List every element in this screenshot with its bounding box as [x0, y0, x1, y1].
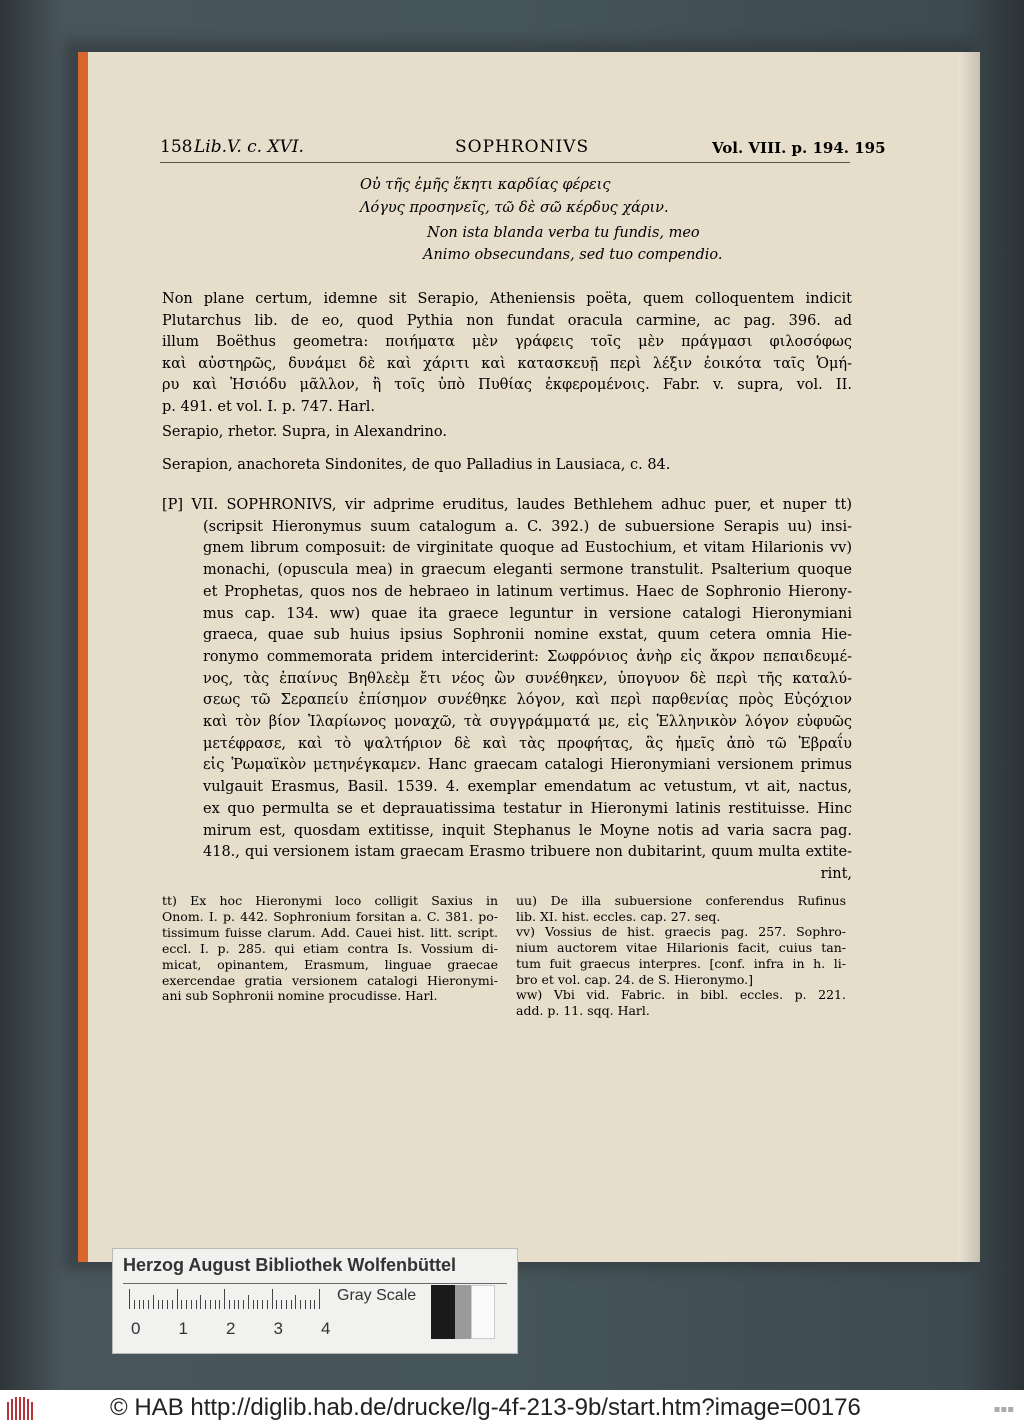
- footnote-line: lib. XI. hist. eccles. cap. 27. seq.: [516, 908, 721, 924]
- ruler-tick: [224, 1289, 225, 1309]
- text-line: μετέφρασε, καὶ τὸ ψαλτήριον δὲ καὶ τὰς προφήτας, ἃς ἡμεῖς ἀπὸ τῶ Ἑβραΐυ: [203, 735, 852, 752]
- footnote-line: eccl. I. p. 285. qui etiam contra Is. Vossium di-: [162, 940, 498, 956]
- card-title: Herzog August Bibliothek Wolfenbüttel: [123, 1255, 456, 1275]
- ruler-tick: [310, 1300, 311, 1309]
- ruler-tick: [319, 1289, 320, 1309]
- footnote-line: exercendae gratia versionem catalogi Hieronymi-: [162, 972, 498, 988]
- ruler-tick: [305, 1300, 306, 1309]
- ruler-tick: [281, 1300, 282, 1309]
- footnote-line: tum fuit graecus interpres. [conf. infra in h. li-: [516, 955, 846, 971]
- ruler-tick: [158, 1300, 159, 1309]
- text-line: καὶ αὐστηρῶς, δυνάμει δὲ καὶ χάριτι καὶ κατασκευῇ περὶ λέξιν ἐοικότα ταῖς Ὁμή-: [162, 355, 852, 372]
- color-calibration-card: [112, 1248, 518, 1354]
- text-line: ronymo commemorata pridem interciderint: Σωφρόνιος ἀνὴρ εἰς ἄκρον πεπαιδευμέ-: [203, 648, 852, 665]
- text-line: gnem librum composuit: de virginitate quoque ad Eustochium, et vitam Hilarionis vv): [203, 540, 852, 557]
- text-line: graeca, quae sub huius ipsius Sophronii nomine exstat, quum cetera omnia Hie-: [203, 627, 852, 644]
- text-line: Non plane certum, idemne sit Serapio, Atheniensis poëta, quem colloquentem indicit: [162, 291, 852, 307]
- entry-serapio-rhetor: Serapio, rhetor. Supra, in Alexandrino.: [162, 424, 447, 440]
- ruler-tick: [139, 1300, 140, 1309]
- text-line: p. 491. et vol. I. p. 747. Harl.: [162, 399, 375, 415]
- text-line: (scripsit Hieronymus suum catalogum a. C. 392.) de subuersione Serapis uu) insi-: [203, 518, 852, 535]
- ruler-tick: [162, 1300, 163, 1309]
- text-line: monachi, (opuscula mea) in graecum eleganti sermone transtulit. Psalterium quoque: [203, 562, 852, 579]
- text-line: [P] VII. SOPHRONIVS, vir adprime eruditus, laudes Bethlehem adhuc puer, et nuper tt): [162, 497, 852, 513]
- verse-greek-1: Οὐ τῆς ἐμῆς ἕκητι καρδίας φέρεις: [360, 177, 611, 193]
- text-line: vulgauit Erasmus, Basil. 1539. 4. exemplar emendatum ac vetustum, vt ait, nactus,: [203, 779, 852, 796]
- text-line: ρυ καὶ Ἡσιόδυ μᾶλλον, ἢ τοῖς ὑπὸ Πυθίας ἐκφερομένοις. Fabr. v. supra, vol. II.: [162, 377, 852, 394]
- ruler-tick: [129, 1289, 130, 1309]
- hab-logo-icon: [6, 1396, 36, 1422]
- footnote-line: tissimum fuisse clarum. Add. Cauei hist. litt. script.: [162, 924, 498, 940]
- text-line: illum Boëthus geometra: ποιήματα μὲν γράφεις τοῖς μὲν πράγμασι φιλοσόφως: [162, 334, 852, 351]
- ruler-tick: [215, 1300, 216, 1309]
- text-line: Plutarchus lib. de eo, quod Pythia non fundat oracula carmine, ac pag. 396. ad: [162, 312, 852, 329]
- page-edge: [958, 52, 980, 1262]
- ruler-tick: [267, 1300, 268, 1309]
- ruler-tick: [181, 1300, 182, 1309]
- ruler-tick: [148, 1300, 149, 1309]
- footnote-line: ww) Vbi vid. Fabric. in bibl. eccles. p. 221.: [516, 987, 846, 1003]
- entry-serapion-anachoreta: Serapion, anachoreta Sindonites, de quo Palladius in Lausiaca, c. 84.: [162, 457, 671, 473]
- ruler-number: 3: [273, 1319, 283, 1338]
- swatch-gray: [455, 1285, 471, 1339]
- ruler-tick: [295, 1295, 296, 1309]
- footnote-line: nium auctorem vitae Hilarionis facit, cuius tan-: [516, 940, 846, 956]
- ruler-tick: [172, 1300, 173, 1309]
- header-rule: [160, 162, 850, 163]
- ruler-tick: [219, 1300, 220, 1309]
- gray-scale-label: Gray Scale: [337, 1287, 417, 1304]
- swatch-black: [431, 1285, 455, 1339]
- footnote-line: bro et vol. cap. 24. de S. Hieronymo.]: [516, 971, 754, 987]
- ruler-tick: [143, 1300, 144, 1309]
- ruler-tick: [191, 1300, 192, 1309]
- ruler-tick: [314, 1300, 315, 1309]
- text-line: νος, τὰς ἐπαίνυς Βηθλεὲμ ἔτι νέος ὢν συνέθηκεν, ὑπογυον δὲ περὶ τῆς καταλύ-: [203, 670, 852, 687]
- text-line: mirum est, quosdam extitisse, inquit Stephanus le Moyne notis ad varia sacra pag.: [203, 822, 852, 839]
- text-line: rint,: [820, 865, 852, 882]
- footnote-line: uu) De illa subuersione conferendus Rufinus: [516, 893, 846, 908]
- ruler-tick: [238, 1300, 239, 1309]
- footer-dots: ▪▪▪: [993, 1404, 1014, 1415]
- verse-latin-2: Animo obsecundans, sed tuo compendio.: [423, 247, 723, 263]
- running-head-title: SOPHRONIVS: [455, 137, 590, 157]
- ruler-tick: [134, 1300, 135, 1309]
- ruler-tick: [243, 1300, 244, 1309]
- footnote-line: Onom. I. p. 442. Sophronium forsitan a. C. 381. po-: [162, 908, 498, 924]
- footnote-line: add. p. 11. sqq. Harl.: [516, 1002, 650, 1018]
- ruler-number: 2: [226, 1319, 236, 1338]
- text-line: σεως τῶ Σεραπείυ ἐπίσημον συνέθηκε λόγον, καὶ περὶ παρθενίας πρὸς Εὐςόχιον: [203, 692, 852, 709]
- footnote-line: tt) Ex hoc Hieronymi loco colligit Saxius in: [162, 893, 498, 908]
- ruler-tick: [153, 1295, 154, 1309]
- ruler-tick: [248, 1295, 249, 1309]
- card-rule: [123, 1283, 507, 1284]
- footer-bar: [0, 1390, 1024, 1428]
- ruler-tick: [286, 1300, 287, 1309]
- text-line: καὶ τὸν βίον Ἱλαρίωνος μοναχῶ, τὰ συγγράμματά με, εἰς Ἑλληνικὸν λόγον εὐφυῶς: [203, 714, 852, 730]
- ruler-tick: [186, 1300, 187, 1309]
- footnote-line: micat, opinantem, Erasmum, linguae graecae: [162, 956, 498, 972]
- ruler-tick: [167, 1300, 168, 1309]
- ruler-number: 1: [178, 1319, 188, 1338]
- text-line: εἰς Ῥωμαϊκὸν μετηνέγκαμεν. Hanc graecam catalogi Hieronymiani versionem primus: [203, 757, 852, 774]
- ruler-tick: [262, 1300, 263, 1309]
- ruler-tick: [272, 1289, 273, 1309]
- footnote-line: ani sub Sophronii nomine procudisse. Harl.: [162, 988, 438, 1004]
- ruler-tick: [234, 1300, 235, 1309]
- ruler-tick: [177, 1289, 178, 1309]
- ruler-tick: [210, 1300, 211, 1309]
- page-number: 158: [160, 137, 193, 157]
- ruler-tick: [300, 1300, 301, 1309]
- text-line: mus cap. 134. ww) quae ita graece leguntur in versione catalogi Hieronymiani: [203, 605, 852, 622]
- running-head-lib: Lib.V. c. XVI.: [194, 137, 304, 157]
- text-line: et Prophetas, quos nos de hebraeo in latinum vertimus. Haec de Sophronio Hierony-: [203, 583, 852, 600]
- footer-copyright-url[interactable]: © HAB http://diglib.hab.de/drucke/lg-4f-213-9b/start.htm?image=00176: [110, 1394, 861, 1421]
- running-head-vol: Vol. VIII. p. 194. 195: [712, 139, 886, 157]
- verse-greek-2: Λόγυς προσηνεῖς, τῶ δὲ σῶ κέρδυς χάριν.: [360, 200, 669, 216]
- ruler-tick: [196, 1300, 197, 1309]
- ruler-number: 0: [131, 1319, 141, 1338]
- ruler-tick: [229, 1300, 230, 1309]
- swatch-white: [471, 1285, 495, 1339]
- verse-latin-1: Non ista blanda verba tu fundis, meo: [427, 225, 700, 241]
- ruler-tick: [205, 1300, 206, 1309]
- ruler-number: 4: [321, 1319, 331, 1338]
- ruler-tick: [276, 1300, 277, 1309]
- text-line: 418., qui versionem istam graecam Erasmo tribuere non dubitarint, quum multa extite-: [203, 844, 852, 861]
- ruler-tick: [253, 1300, 254, 1309]
- ruler-tick: [257, 1300, 258, 1309]
- text-line: ex quo permulta se et deprauatissima testatur in Hieronymi latinis restituisse. Hinc: [203, 800, 852, 817]
- ruler-scale: [129, 1289, 329, 1309]
- ruler-tick: [291, 1300, 292, 1309]
- footnote-line: vv) Vossius de hist. graecis pag. 257. Sophro-: [516, 924, 846, 940]
- ruler-tick: [200, 1295, 201, 1309]
